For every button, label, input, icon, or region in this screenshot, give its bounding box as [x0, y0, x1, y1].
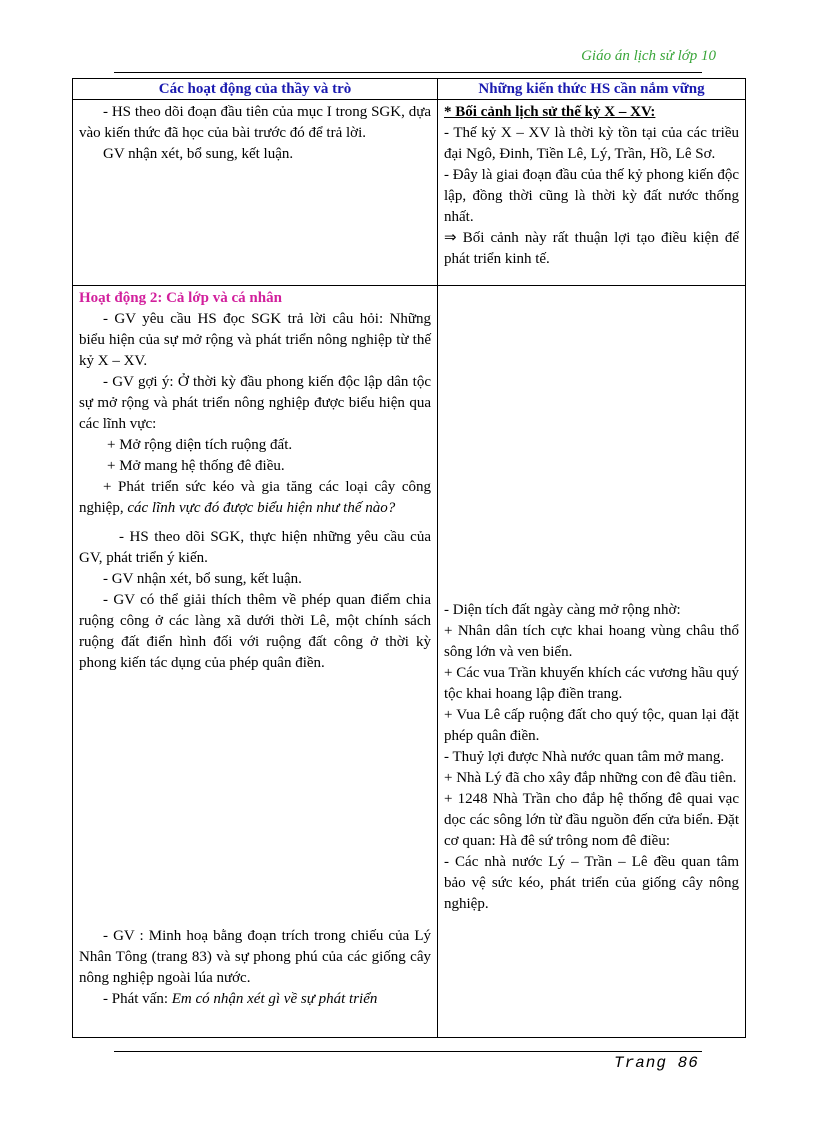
page-number: Trang 86 — [614, 1054, 699, 1072]
paragraph: - GV : Minh hoạ bằng đoạn trích trong chiếu của Lý Nhân Tông (trang 83) và sự phong phú của các giống cây nông nghiệp ngoài lúa nước. — [79, 928, 431, 986]
paragraph: - HS theo dõi đoạn đầu tiên của mục I trong SGK, dựa vào kiến thức đã học của bài trước đó để trả lời. — [79, 104, 431, 141]
paragraph-text: - Phát vấn: — [103, 991, 172, 1007]
paragraph: - Thuỷ lợi được Nhà nước quan tâm mở mang. — [444, 749, 725, 765]
paragraph: - GV gợi ý: Ở thời kỳ đầu phong kiến độc lập dân tộc sự mở rộng và phát triển nông nghiệp được biểu hiện qua các lĩnh vực: — [79, 374, 431, 432]
activity-title: Hoạt động 2: Cả lớp và cá nhân — [79, 290, 282, 306]
paragraph: + Các vua Trần khuyến khích các vương hầu quý tộc khai hoang lập điền trang. — [444, 665, 739, 702]
paragraph: GV nhận xét, bổ sung, kết luận. — [103, 146, 294, 162]
table-row — [73, 100, 746, 286]
table-header-row — [73, 79, 746, 100]
paragraph: - Diện tích đất ngày càng mở rộng nhờ: — [444, 602, 681, 618]
row1-knowledge-cell — [438, 100, 746, 286]
column-header-activities: Các hoạt động của thầy và trò — [73, 79, 438, 100]
bullet-item: + Mở mang hệ thống đê điều. — [107, 458, 285, 474]
paragraph: + 1248 Nhà Trần cho đắp hệ thống đê quai vạc dọc các sông lớn từ đầu nguồn đến cửa biển. Đặt cơ quan: Hà đê sứ trông nom đê điều: — [444, 791, 739, 849]
paragraph: ⇒ Bối cảnh này rất thuận lợi tạo điều kiện để phát triển kinh tế. — [444, 230, 739, 267]
section-title: * Bối cảnh lịch sử thế kỷ X – XV: — [444, 104, 656, 120]
table-row — [73, 286, 746, 1038]
paragraph: + Nhà Lý đã cho xây đắp những con đê đầu tiên. — [444, 770, 737, 786]
document-header-title: Giáo án lịch sử lớp 10 — [581, 48, 716, 64]
paragraph: - HS theo dõi SGK, thực hiện những yêu cầu của GV, phát triển ý kiến. — [79, 529, 431, 566]
paragraph: - Các nhà nước Lý – Trần – Lê đều quan tâm bảo vệ sức kéo, phát triển của giống cây nông nghiệp. — [444, 854, 739, 912]
bullet-item: + Mở rộng diện tích ruộng đất. — [107, 437, 293, 453]
row2-activities-cell — [73, 286, 438, 1038]
header-divider — [114, 72, 702, 73]
paragraph-question: Em có nhận xét gì về sự phát triển — [171, 991, 378, 1007]
lesson-table — [72, 78, 746, 1038]
paragraph: - GV có thể giải thích thêm về phép quan điểm chia ruộng công ở các làng xã dưới thời Lê, một chính sách ruộng đất điển hình đối với ruộng đất công ở thời kỳ phong kiến tác dụng của phép quân điền. — [79, 592, 431, 671]
footer-divider — [114, 1051, 702, 1052]
paragraph: - GV nhận xét, bổ sung, kết luận. — [103, 571, 302, 587]
spacer — [444, 288, 739, 600]
paragraph: - Thế kỷ X – XV là thời kỳ tồn tại của các triều đại Ngô, Đinh, Tiền Lê, Lý, Trần, Hồ, Lê Sơ. — [444, 125, 739, 162]
paragraph: - Đây là giai đoạn đầu của thế kỷ phong kiến độc lập, đồng thời cũng là thời kỳ đất nước thống nhất. — [444, 167, 739, 225]
row2-knowledge-cell — [438, 286, 746, 1038]
paragraph — [79, 989, 431, 1010]
paragraph: - GV yêu cầu HS đọc SGK trả lời câu hỏi: Những biểu hiện của sự mở rộng và phát triển nông nghiệp từ thế kỷ X – XV. — [79, 311, 431, 369]
column-header-knowledge: Những kiến thức HS cần nắm vững — [438, 79, 746, 100]
bullet-question: các lĩnh vực đó được biểu hiện như thế nào? — [127, 500, 396, 516]
paragraph: + Vua Lê cấp ruộng đất cho quý tộc, quan lại đặt phép quân điền. — [444, 707, 739, 744]
row1-activities-cell — [73, 100, 438, 286]
bullet-item — [79, 477, 431, 519]
paragraph: + Nhân dân tích cực khai hoang vùng châu thổ sông lớn và ven biển. — [444, 623, 739, 660]
bullet-text: + Phát triển sức kéo và gia tăng các loại cây công nghiệp, — [79, 479, 431, 516]
